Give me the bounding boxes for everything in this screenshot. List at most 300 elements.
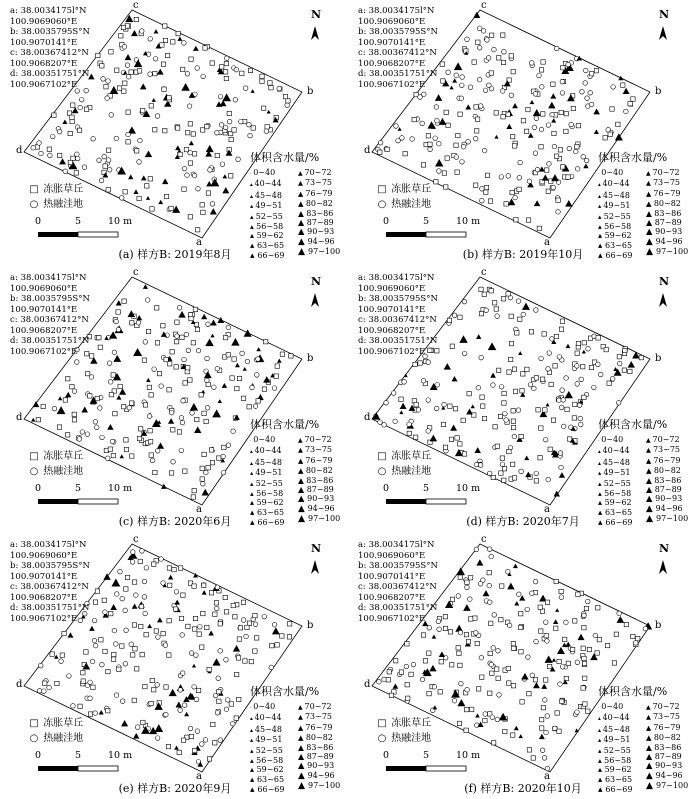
frost-mound-marker	[111, 453, 115, 457]
frost-mound-marker	[589, 365, 593, 369]
thermokarst-marker	[178, 688, 183, 693]
moisture-triangle	[475, 713, 480, 717]
frost-mound-marker	[458, 442, 462, 446]
frost-mound-marker	[236, 656, 240, 660]
legend-range-item	[598, 222, 632, 231]
frost-mound-marker	[171, 428, 175, 432]
thermokarst-marker	[561, 424, 566, 429]
thermokarst-marker	[182, 357, 187, 362]
thermokarst-marker	[97, 158, 102, 163]
legend-right-column	[646, 435, 688, 524]
frost-mound-marker	[502, 401, 506, 405]
frost-mound-marker	[494, 111, 498, 115]
legend-range-label: 45~48	[254, 190, 282, 200]
triangle-icon: ▲	[298, 246, 308, 258]
thermokarst-marker	[150, 458, 155, 463]
thermokarst-marker	[460, 75, 465, 80]
frost-mound-marker	[137, 196, 141, 200]
frost-mound-marker	[106, 669, 110, 673]
frost-mound-marker	[455, 170, 459, 174]
thermokarst-marker	[575, 710, 580, 715]
frost-mound-marker	[608, 132, 612, 136]
frost-mound-marker	[161, 631, 165, 635]
frost-mound-marker	[200, 128, 204, 132]
frost-mound-marker	[479, 312, 483, 316]
legend-frost-mound	[376, 449, 431, 464]
moisture-triangle	[169, 689, 177, 696]
thermokarst-marker	[236, 157, 241, 162]
frost-mound-marker	[540, 377, 544, 381]
frost-mound-label: 冻胀草丘	[43, 718, 84, 729]
thermokarst-marker	[52, 406, 57, 411]
thermokarst-marker	[215, 130, 220, 135]
frost-mound-marker	[176, 31, 180, 35]
triangle-icon: ▴	[598, 251, 606, 262]
frost-mound-marker	[544, 634, 548, 638]
legend-range-label: 94~96	[307, 503, 335, 513]
map-panel-2	[352, 0, 694, 260]
coord-line: 100.9069060°E	[358, 16, 426, 27]
legend-range-item	[598, 489, 632, 498]
frost-mound-marker	[389, 693, 393, 697]
frost-mound-marker	[511, 425, 515, 429]
moisture-triangle	[125, 15, 133, 22]
thermokarst-marker	[102, 154, 107, 159]
moisture-triangle	[157, 617, 163, 622]
frost-mound-marker	[132, 698, 136, 702]
frost-mound-marker	[447, 318, 451, 322]
frost-mound-marker	[171, 40, 175, 44]
moisture-triangle	[530, 100, 535, 104]
legend-range-label: 0~40	[253, 435, 276, 444]
moisture-triangle	[146, 196, 150, 200]
coord-line: a: 38.0034175l°N	[358, 6, 435, 16]
frost-mound-marker	[466, 640, 470, 644]
legend-range-label: 97~100	[656, 247, 689, 257]
moisture-triangle	[518, 734, 522, 738]
thermokarst-marker	[224, 707, 229, 712]
legend-range-label: 83~86	[654, 475, 682, 485]
frost-mound-marker	[280, 352, 284, 356]
frost-mound-marker	[161, 324, 165, 328]
thermokarst-marker	[201, 74, 206, 79]
moisture-triangle	[444, 363, 451, 370]
frost-mound-marker	[180, 335, 184, 339]
thermokarst-marker	[407, 422, 412, 427]
legend-range-label: 80~82	[653, 466, 681, 476]
legend-range-label: 73~75	[652, 178, 681, 188]
frost-mound-marker	[195, 327, 199, 331]
scale-bar	[386, 232, 466, 237]
frost-mound-marker	[124, 447, 128, 451]
frost-mound-marker	[489, 33, 493, 37]
frost-mound-marker	[84, 650, 88, 654]
frost-mound-marker	[469, 617, 473, 621]
corner-coordinates	[10, 540, 90, 624]
thermokarst-marker	[586, 346, 591, 351]
moisture-triangle	[399, 410, 403, 414]
legend-range-label: 59~62	[604, 231, 632, 241]
frost-mound-marker	[572, 416, 576, 420]
thermokarst-marker	[532, 125, 537, 130]
triangle-icon: ▴	[598, 489, 605, 499]
frost-mound-marker	[521, 118, 525, 122]
triangle-icon: ▴	[250, 765, 257, 775]
frost-mound-marker	[224, 76, 228, 80]
frost-mound-marker	[154, 629, 158, 633]
frost-mound-marker	[68, 160, 72, 164]
legend-thermokarst	[376, 731, 431, 746]
thermokarst-marker	[456, 594, 461, 599]
frost-mound-marker	[121, 25, 125, 29]
thermokarst-marker	[240, 351, 245, 356]
frost-mound-marker	[149, 453, 153, 457]
panel-caption: (d) 样方B: 2020年7月	[466, 515, 580, 528]
moisture-triangle	[210, 320, 217, 326]
frost-mound-marker	[104, 85, 108, 89]
scale-mid: 5	[423, 750, 430, 761]
frost-mound-marker	[50, 652, 54, 656]
thermokarst-marker	[454, 155, 459, 160]
thermokarst-marker	[185, 71, 190, 76]
panel-caption: (b) 样方B: 2019年10月	[462, 248, 584, 261]
frost-mound-marker	[385, 147, 389, 151]
moisture-triangle	[192, 664, 196, 668]
legend-range-item	[598, 458, 632, 468]
thermokarst-marker	[466, 139, 471, 144]
frost-mound-marker	[503, 729, 507, 733]
thermokarst-marker	[507, 623, 512, 628]
coord-line: d: 38.00351751°N	[10, 336, 90, 346]
frost-mound-marker	[521, 372, 525, 376]
legend-range-item	[298, 168, 340, 178]
thermokarst-marker	[575, 382, 580, 387]
moisture-triangle	[550, 93, 556, 98]
moisture-triangle	[99, 710, 104, 715]
frost-mound-marker	[488, 691, 492, 695]
corner-label-b: b	[655, 86, 662, 97]
legend-range-label: 49~51	[603, 201, 631, 211]
frost-mound-marker	[201, 611, 205, 615]
legend-range-item	[646, 723, 688, 733]
legend-range-item	[646, 445, 688, 455]
moisture-triangle	[233, 645, 240, 652]
frost-mound-marker	[475, 641, 479, 645]
frost-mound-marker	[224, 61, 228, 65]
frost-mound-marker	[88, 712, 92, 716]
coord-line: d: 38.00351751°N	[358, 336, 438, 346]
frost-mound-marker	[188, 378, 192, 382]
thermokarst-marker	[50, 134, 55, 139]
square-icon: □	[29, 451, 39, 462]
frost-mound-marker	[617, 354, 621, 358]
frost-mound-marker	[186, 366, 190, 370]
frost-mound-marker	[138, 559, 142, 563]
map-panel-6	[352, 534, 694, 794]
legend-range-label: 76~79	[653, 188, 681, 198]
frost-mound-marker	[406, 696, 410, 700]
frost-mound-marker	[494, 307, 498, 311]
legend-range-item	[250, 489, 284, 498]
triangle-icon: ▴	[598, 479, 604, 488]
frost-mound-marker	[137, 436, 141, 440]
frost-mound-marker	[163, 24, 167, 28]
frost-mound-marker	[565, 407, 569, 411]
thermokarst-marker	[633, 641, 638, 646]
legend-frost-mound	[376, 716, 431, 731]
thermokarst-marker	[420, 677, 425, 682]
thermokarst-marker	[583, 68, 588, 73]
frost-mound-marker	[529, 330, 533, 334]
thermokarst-marker	[231, 429, 236, 434]
thermokarst-marker	[90, 659, 95, 664]
frost-mound-marker	[93, 600, 97, 604]
frost-mound-marker	[583, 676, 587, 680]
thermokarst-marker	[477, 77, 482, 82]
thermokarst-marker	[227, 119, 232, 124]
thermokarst-marker	[518, 160, 523, 165]
legend-range-item	[646, 761, 688, 770]
frost-mound-marker	[126, 110, 130, 114]
frost-mound-marker	[458, 575, 462, 579]
frost-mound-marker	[556, 198, 560, 202]
thermokarst-marker	[516, 408, 521, 413]
thermokarst-marker	[535, 167, 540, 172]
thermokarst-marker	[452, 698, 457, 703]
thermokarst-marker	[502, 49, 507, 54]
panel-caption: (c) 样方B: 2020年6月	[118, 515, 232, 528]
thermokarst-marker	[142, 595, 147, 600]
thermokarst-marker	[461, 144, 466, 149]
thermokarst-marker	[422, 92, 427, 97]
frost-mound-marker	[240, 71, 244, 75]
north-label: N	[659, 275, 670, 288]
thermokarst-marker	[465, 585, 470, 590]
moisture-triangle	[121, 720, 128, 726]
thermokarst-marker	[169, 410, 174, 415]
thermokarst-marker	[516, 299, 521, 304]
legend-range-label: 97~100	[656, 514, 689, 524]
panel-caption: (f) 样方B: 2020年10月	[464, 782, 582, 795]
coord-line: b: 38.0035795S°N	[358, 27, 438, 37]
moisture-triangle	[450, 425, 457, 431]
frost-mound-marker	[162, 87, 166, 91]
moisture-triangle	[147, 624, 152, 628]
frost-mound-marker	[595, 651, 599, 655]
thermokarst-marker	[116, 327, 121, 332]
legend-range-label: 80~82	[653, 199, 681, 209]
frost-mound-marker	[209, 448, 213, 452]
triangle-icon: ▴	[250, 507, 257, 518]
thermokarst-marker	[153, 56, 158, 61]
frost-mound-marker	[287, 635, 291, 639]
frost-mound-marker	[109, 50, 113, 54]
frost-mound-marker	[189, 734, 193, 738]
frost-mound-marker	[175, 320, 179, 324]
frost-mound-marker	[454, 143, 458, 147]
triangle-icon: ▲	[646, 456, 654, 465]
frost-mound-marker	[232, 357, 236, 361]
frost-mound-marker	[512, 646, 516, 650]
frost-mound-marker	[63, 398, 67, 402]
frost-mound-marker	[226, 353, 230, 357]
frost-mound-marker	[177, 750, 181, 754]
triangle-icon: ▲	[298, 475, 307, 485]
frost-mound-marker	[70, 119, 74, 123]
moisture-triangle	[522, 303, 530, 310]
frost-mound-marker	[153, 470, 157, 474]
coord-line: 100.9069060°E	[10, 16, 78, 27]
thermokarst-marker	[468, 85, 473, 90]
triangle-icon: ▲	[646, 723, 654, 732]
frost-mound-marker	[192, 152, 196, 156]
thermokarst-marker	[435, 383, 440, 388]
frost-mound-marker	[520, 700, 524, 704]
moisture-triangle	[632, 352, 640, 359]
legend-range-label: 83~86	[306, 475, 334, 485]
frost-mound-marker	[143, 684, 147, 688]
frost-mound-marker	[194, 322, 198, 326]
frost-mound-marker	[195, 228, 199, 232]
triangle-icon: ▴	[250, 774, 257, 785]
frost-mound-marker	[426, 134, 430, 138]
moisture-triangle	[31, 418, 35, 422]
thermokarst-marker	[82, 165, 87, 170]
moisture-triangle	[143, 284, 148, 289]
legend-range-item	[646, 476, 688, 485]
frost-mound-marker	[202, 583, 206, 587]
thermokarst-marker	[241, 618, 246, 623]
frost-mound-marker	[537, 226, 541, 230]
frost-mound-marker	[163, 129, 167, 133]
frost-mound-marker	[458, 315, 462, 319]
coord-line: 100.9068207°E	[358, 592, 426, 603]
triangle-icon: ·	[598, 705, 602, 711]
thermokarst-marker	[420, 121, 425, 126]
frost-mound-marker	[287, 622, 291, 626]
frost-mound-marker	[571, 106, 575, 110]
legend-range-label: 70~72	[304, 168, 332, 177]
thermokarst-marker	[477, 45, 482, 50]
triangle-icon: ▴	[598, 202, 604, 211]
thermokarst-marker	[245, 359, 250, 364]
moisture-triangle	[546, 403, 550, 407]
frost-mound-marker	[446, 123, 450, 127]
legend-range-label: 90~93	[307, 761, 335, 771]
thermokarst-marker	[495, 314, 500, 319]
frost-mound-marker	[610, 107, 614, 111]
thermokarst-marker	[588, 90, 593, 95]
frost-mound-marker	[512, 367, 516, 371]
thermokarst-marker	[404, 664, 409, 669]
thermokarst-marker	[253, 622, 258, 627]
moisture-triangle	[223, 174, 228, 178]
thermokarst-marker	[480, 186, 485, 191]
frost-mound-marker	[427, 651, 431, 655]
moisture-triangle	[65, 392, 71, 398]
frost-mound-marker	[414, 402, 418, 406]
frost-mound-marker	[538, 605, 542, 609]
frost-mound-marker	[582, 656, 586, 660]
thermokarst-marker	[534, 471, 539, 476]
frost-mound-marker	[135, 149, 139, 153]
frost-mound-marker	[559, 110, 563, 114]
moisture-triangle	[398, 127, 402, 131]
thermokarst-marker	[378, 420, 383, 425]
triangle-icon: ▴	[250, 479, 256, 488]
triangle-icon: ▴	[598, 756, 605, 766]
frost-mound-marker	[283, 94, 287, 98]
moisture-triangle	[208, 630, 214, 635]
frost-mound-marker	[174, 365, 178, 369]
legend-range-label: 40~44	[602, 446, 630, 456]
frost-mound-marker	[517, 187, 521, 191]
moisture-triangle	[521, 673, 528, 680]
legend-range-item	[598, 479, 632, 489]
north-arrow-icon	[311, 560, 319, 574]
thermokarst-marker	[545, 639, 550, 644]
coord-line: 100.9067102°E	[10, 613, 78, 624]
thermokarst-marker	[483, 712, 488, 717]
corner-label-c: c	[481, 0, 487, 11]
triangle-icon: ▲	[298, 493, 308, 504]
triangle-icon: ▲	[298, 218, 307, 228]
legend-range-label: 66~69	[257, 518, 285, 528]
thermokarst-marker	[525, 607, 530, 612]
legend-range-item	[250, 498, 284, 507]
coord-line: 100.9069060°E	[358, 283, 426, 294]
thermokarst-marker	[552, 144, 557, 149]
frost-mound-marker	[444, 185, 448, 189]
thermokarst-marker	[543, 698, 548, 703]
legend-range-label: 45~48	[254, 457, 282, 467]
thermokarst-marker	[459, 96, 464, 101]
thermokarst-marker	[575, 167, 580, 172]
moisture-triangle	[72, 107, 79, 113]
legend-range-item	[250, 756, 284, 765]
moisture-triangle	[557, 647, 565, 654]
frost-mound-marker	[213, 612, 217, 616]
frost-mound-marker	[149, 393, 153, 397]
triangle-icon: ▲	[298, 733, 306, 743]
legend-range-label: 87~89	[306, 218, 334, 228]
moisture-triangle	[552, 658, 556, 662]
frost-mound-marker	[622, 368, 626, 372]
frost-mound-marker	[439, 660, 443, 664]
frost-mound-marker	[456, 133, 460, 137]
frost-mound-marker	[193, 748, 197, 752]
thermokarst-marker	[465, 37, 470, 42]
frost-mound-marker	[130, 653, 134, 657]
frost-mound-marker	[202, 452, 206, 456]
frost-mound-marker	[564, 111, 568, 115]
frost-mound-marker	[573, 402, 577, 406]
frost-mound-marker	[576, 341, 580, 345]
thermokarst-marker	[125, 63, 130, 68]
thermokarst-marker	[491, 383, 496, 388]
moisture-triangle	[81, 407, 88, 413]
thermokarst-marker	[206, 322, 211, 327]
frost-mound-marker	[43, 681, 47, 685]
frost-mound-marker	[551, 418, 555, 422]
legend-range-item	[298, 723, 340, 733]
thermokarst-marker	[110, 439, 115, 444]
triangle-icon: ▴	[598, 746, 604, 755]
frost-mound-marker	[106, 708, 110, 712]
scale-zero: 0	[35, 750, 42, 761]
scale-end: 10 m	[108, 483, 133, 494]
thermokarst-marker	[210, 202, 215, 207]
